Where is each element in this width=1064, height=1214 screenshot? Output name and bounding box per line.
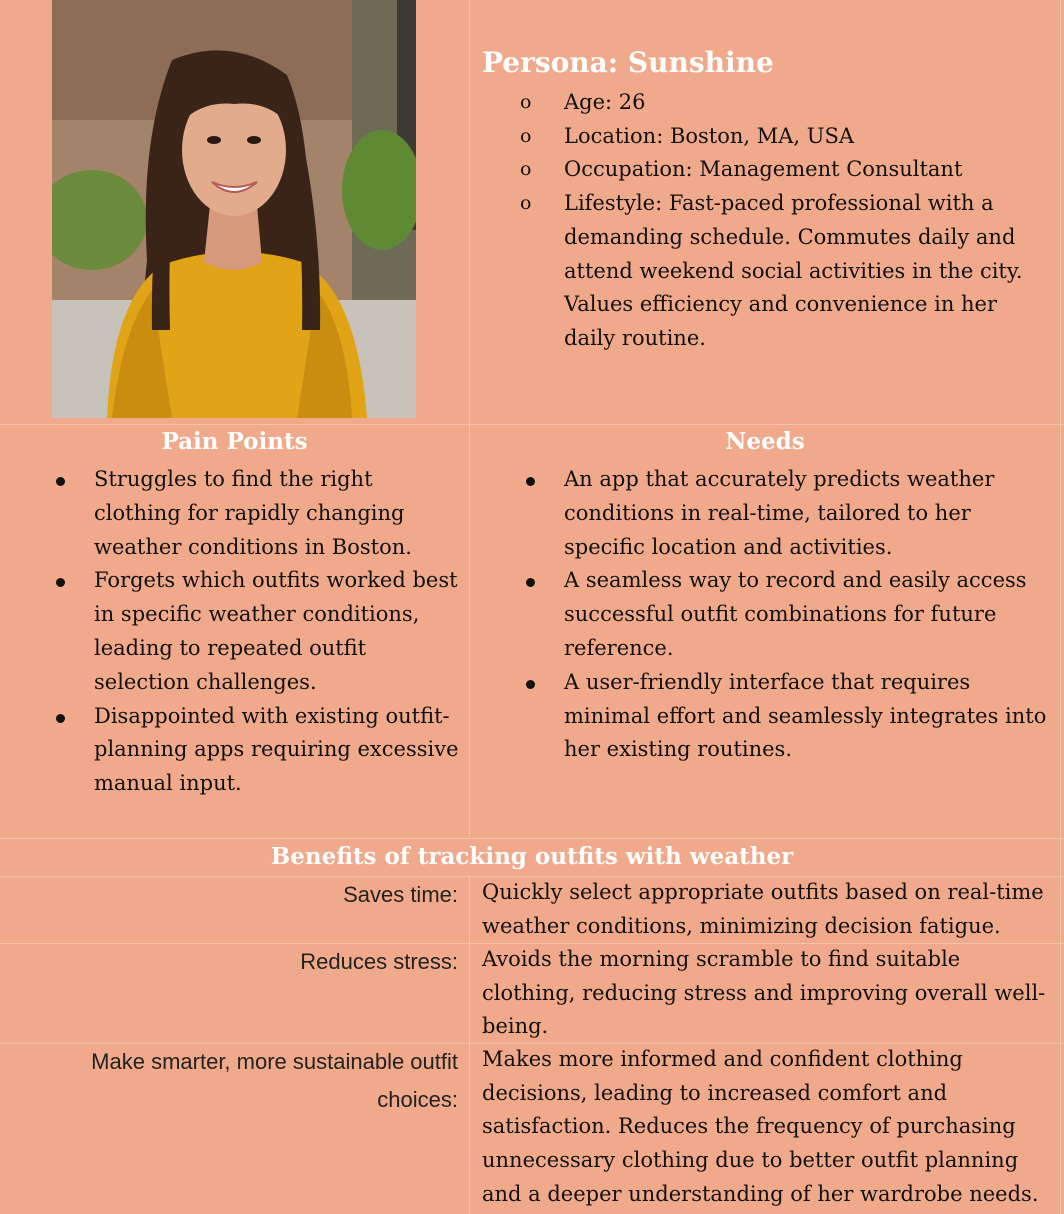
needs-heading: Needs — [725, 428, 805, 455]
persona-detail-occupation: o Occupation: Management Consultant — [520, 153, 1040, 187]
divider-horizontal-2 — [0, 838, 1064, 839]
pain-point-item: Disappointed with existing outfit-planning apps requiring excessive manual input. — [52, 700, 462, 801]
benefit-label-saves-time: Saves time: — [343, 882, 458, 907]
benefit-desc-reduces-stress: Avoids the morning scramble to find suitable clothing, reducing stress and improving overall well-being. — [482, 947, 1046, 1039]
need-item: A seamless way to record and easily access successful outfit combinations for future reference. — [522, 564, 1052, 665]
persona-detail-age: o Age: 26 — [520, 86, 1040, 120]
persona-detail-location: o Location: Boston, MA, USA — [520, 120, 1040, 154]
bullet-dot — [526, 578, 535, 587]
list-bullet: o — [520, 124, 532, 147]
bullet-dot — [56, 578, 65, 587]
bullet-dot — [56, 477, 65, 486]
benefit-desc-saves-time: Quickly select appropriate outfits based on real-time weather conditions, minimizing decision fatigue. — [482, 880, 1044, 938]
benefits-heading: Benefits of tracking outfits with weather — [270, 843, 794, 870]
persona-details-list — [520, 86, 1040, 356]
benefit-desc-smarter-choices: Makes more informed and confident clothing decisions, leading to increased comfort and satisfaction. Reduces the frequency of purchasing unnecessary clothing due to better outfit planning and a deeper understanding of her wardrobe needs. — [482, 1047, 1039, 1206]
divider-vertical-top — [469, 0, 470, 838]
pain-point-item: Struggles to find the right clothing for rapidly changing weather conditions in Boston. — [52, 463, 462, 564]
divider-vertical-right — [1060, 0, 1061, 1214]
bullet-dot — [526, 477, 535, 486]
needs-list — [522, 463, 1052, 767]
divider-horizontal-1 — [0, 424, 1064, 425]
pain-point-item: Forgets which outfits worked best in specific weather conditions, leading to repeated outfit selection challenges. — [52, 564, 462, 699]
pain-points-heading: Pain Points — [161, 428, 308, 455]
benefit-label-reduces-stress: Reduces stress: — [300, 949, 458, 974]
bullet-dot — [526, 680, 535, 689]
persona-title: Persona: Sunshine — [482, 46, 774, 79]
bullet-dot — [56, 714, 65, 723]
divider-vertical-benefits — [469, 876, 470, 1214]
list-bullet: o — [520, 158, 532, 181]
persona-detail-lifestyle: o Lifestyle: Fast-paced professional with a demanding schedule. Commutes daily and attend weekend social activities in the city. Values efficiency and convenience in her daily routine. — [520, 187, 1040, 356]
persona-photo — [52, 0, 416, 418]
list-bullet: o — [520, 192, 532, 215]
need-item: A user-friendly interface that requires minimal effort and seamlessly integrates into her existing routines. — [522, 666, 1052, 767]
need-item: An app that accurately predicts weather conditions in real-time, tailored to her specific location and activities. — [522, 463, 1052, 564]
pain-points-list — [52, 463, 462, 801]
list-bullet: o — [520, 91, 532, 113]
benefit-label-smarter-choices: Make smarter, more sustainable outfit choices: — [91, 1049, 458, 1112]
